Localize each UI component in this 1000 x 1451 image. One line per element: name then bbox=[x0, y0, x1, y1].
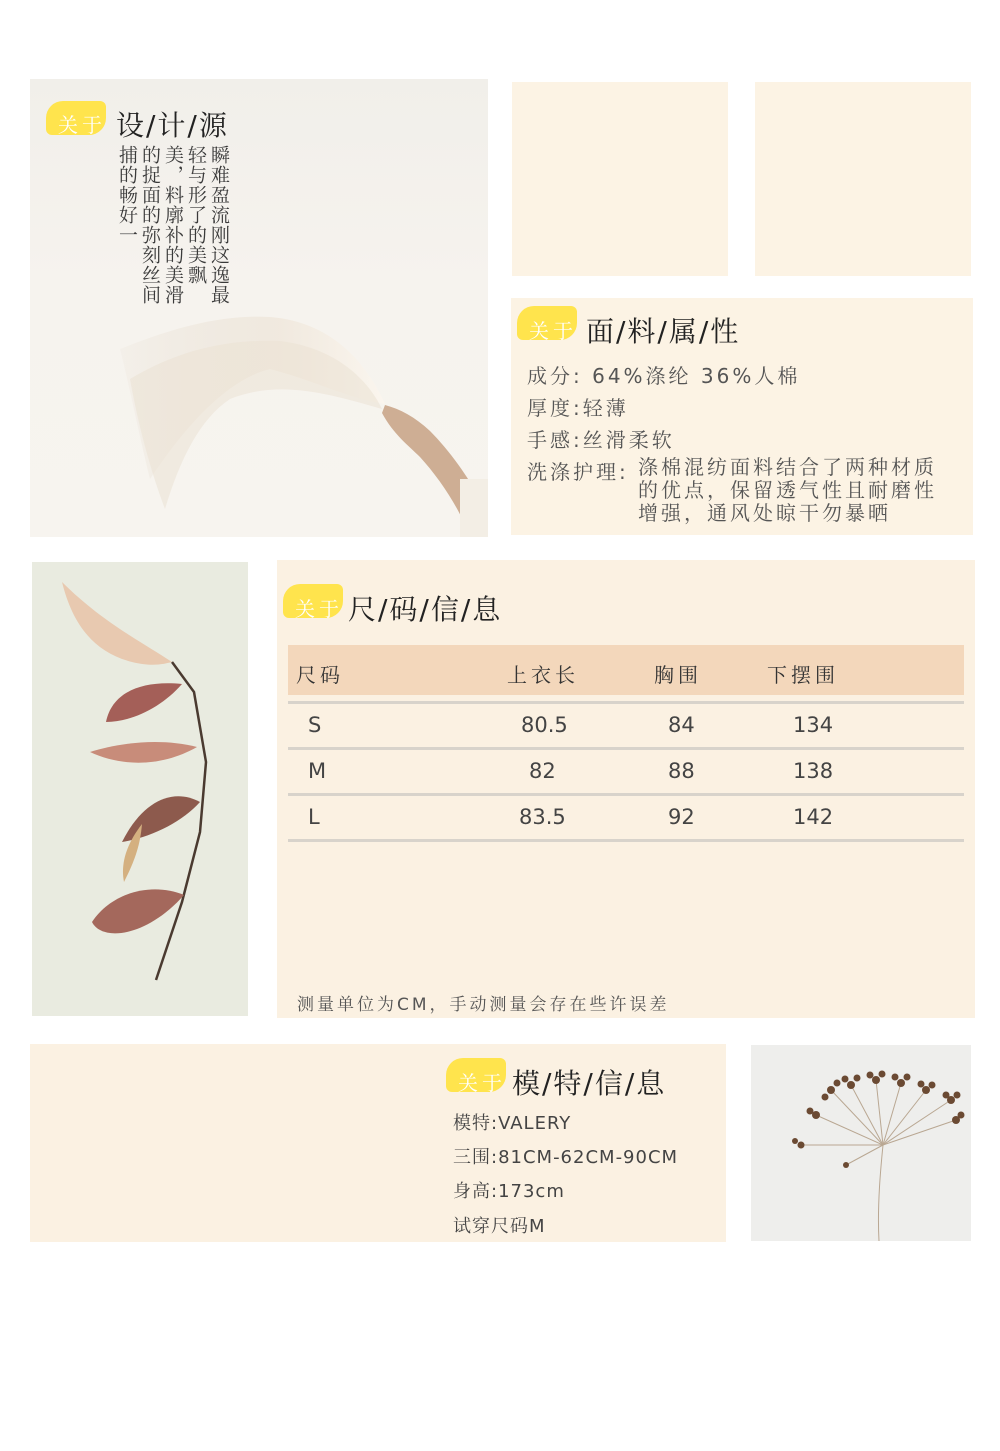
model-measurements: 三围:81CM-62CM-90CM bbox=[453, 1147, 679, 1168]
cell-chest: 84 bbox=[668, 713, 695, 737]
cell-length: 82 bbox=[529, 759, 556, 783]
size-table-header bbox=[288, 645, 964, 695]
model-height: 身高:173cm bbox=[453, 1181, 565, 1202]
fabric-thickness: 厚度:轻薄 bbox=[527, 396, 629, 420]
model-title: 模/特/信/息 bbox=[512, 1067, 667, 1100]
header-length: 上衣长 bbox=[507, 663, 579, 687]
cell-size: L bbox=[308, 805, 320, 829]
table-bottom-rule bbox=[288, 839, 964, 842]
cell-size: M bbox=[308, 759, 327, 783]
dried-flower-illustration bbox=[751, 1045, 971, 1241]
fabric-care-line-1: 涤棉混纺面料结合了两种材质 bbox=[638, 455, 937, 479]
size-title: 尺/码/信/息 bbox=[348, 593, 503, 626]
fabric-care-line-2: 的优点，保留透气性且耐磨性 bbox=[638, 478, 937, 502]
cell-length: 80.5 bbox=[521, 713, 568, 737]
fabric-title: 面/料/属/性 bbox=[586, 315, 741, 348]
flowing-fabric-image bbox=[30, 79, 488, 537]
dried-flower-image bbox=[751, 1045, 971, 1241]
fabric-care-label: 洗涤护理: bbox=[527, 460, 629, 484]
cell-length: 83.5 bbox=[519, 805, 566, 829]
leaf-branch-illustration bbox=[32, 562, 248, 1016]
cell-size: S bbox=[308, 713, 322, 737]
color-swatch-2 bbox=[755, 82, 971, 276]
table-row bbox=[288, 701, 964, 747]
about-tag-label: 关于 bbox=[458, 1071, 506, 1095]
color-swatch-1 bbox=[512, 82, 728, 276]
fabric-properties-card bbox=[511, 298, 973, 535]
cell-hem: 142 bbox=[793, 805, 834, 829]
table-row bbox=[288, 747, 964, 793]
cell-hem: 134 bbox=[793, 713, 834, 737]
size-info-card bbox=[277, 560, 975, 1018]
model-name: 模特:VALERY bbox=[453, 1113, 572, 1134]
header-chest: 胸围 bbox=[654, 663, 702, 687]
dried-leaf-image bbox=[32, 562, 248, 1016]
cell-hem: 138 bbox=[793, 759, 834, 783]
about-tag-label: 关于 bbox=[58, 113, 106, 137]
design-source-title: 设/计/源 bbox=[116, 109, 229, 142]
cell-chest: 92 bbox=[668, 805, 695, 829]
header-hem: 下摆围 bbox=[767, 663, 839, 687]
size-table bbox=[288, 645, 964, 842]
fabric-feel: 手感:丝滑柔软 bbox=[527, 428, 675, 452]
design-poem: 瞬难盈流刚这逸最轻与形了的美飘美，料廓补的美滑的捉面的弥刻丝间捕的畅好一 bbox=[116, 145, 230, 305]
about-tag-label: 关于 bbox=[529, 319, 577, 343]
header-size: 尺码 bbox=[296, 663, 344, 687]
table-row bbox=[288, 793, 964, 839]
fabric-care-line-3: 增强，通风处晾干勿暴晒 bbox=[638, 501, 891, 525]
fabric-composition: 成分: 64%涤纶 36%人棉 bbox=[527, 364, 801, 388]
design-source-card bbox=[30, 79, 488, 537]
model-info-card bbox=[30, 1044, 726, 1242]
size-note: 测量单位为CM，手动测量会存在些许误差 bbox=[297, 995, 670, 1015]
cell-chest: 88 bbox=[668, 759, 695, 783]
model-size-tried: 试穿尺码M bbox=[453, 1216, 546, 1237]
about-tag-label: 关于 bbox=[295, 597, 343, 621]
